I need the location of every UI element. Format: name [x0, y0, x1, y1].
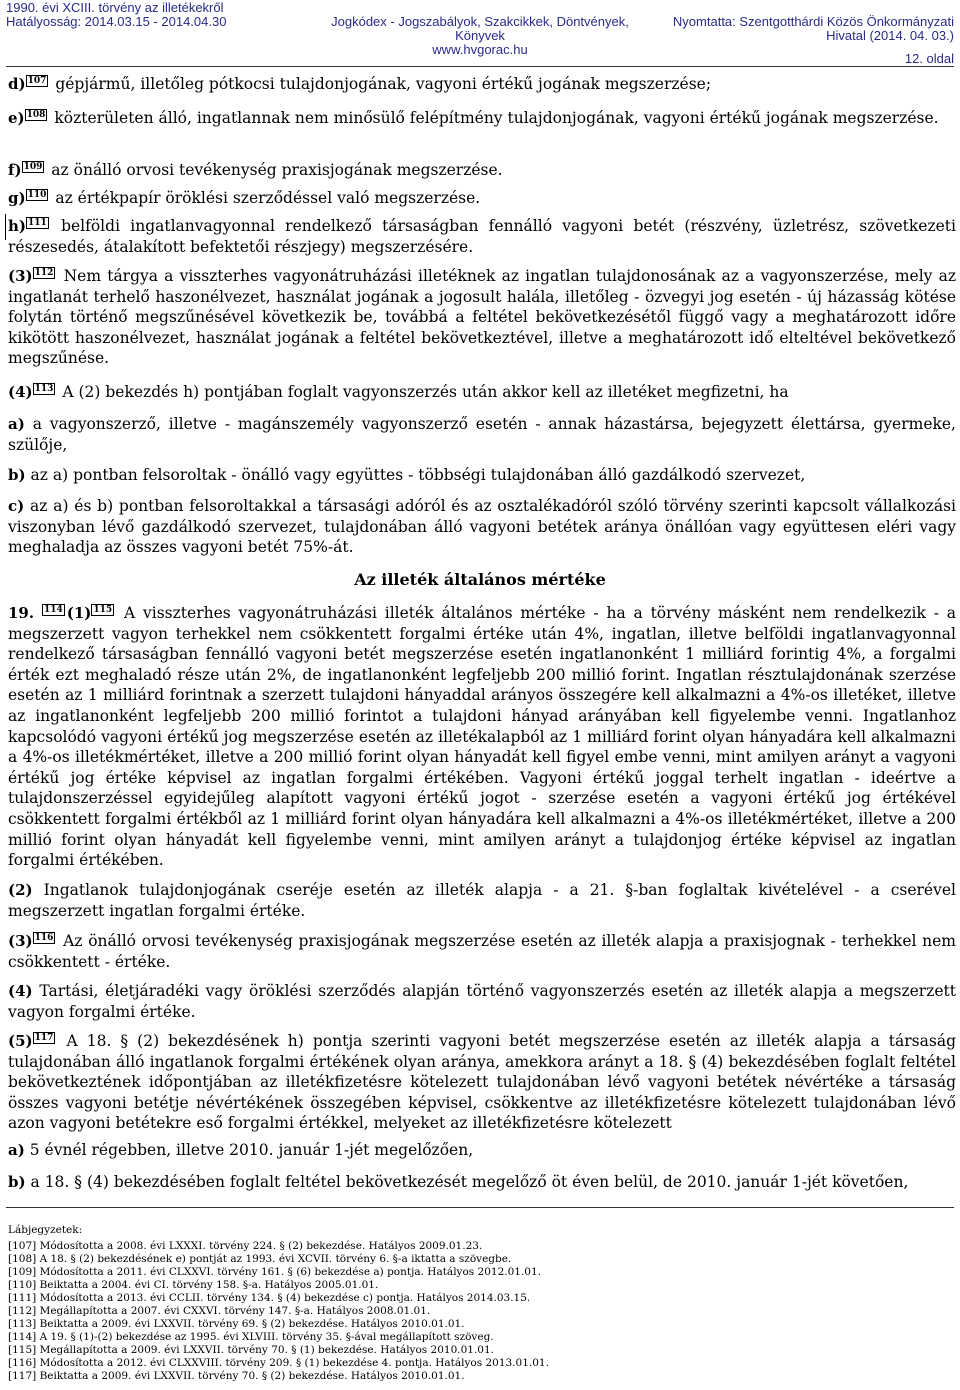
- paragraph-3-label: (3): [8, 267, 33, 285]
- section-19-5-point-b-label: b): [8, 1173, 26, 1191]
- section-19-5-point-b: [8, 1172, 956, 1193]
- paragraph-4-text: A (2) bekezdés h) pontjában foglalt vagyonszerzés után akkor kell az illetéket megfizetni, ha: [62, 383, 789, 401]
- footnote-113: [113] Beiktatta a 2009. évi LXXVII. törvény 69. § (2) bekezdése. Hatályos 2010.01.01.: [8, 1318, 465, 1330]
- paragraph-4: [8, 382, 956, 403]
- section-19-paragraph-4-label: (4): [8, 982, 33, 1000]
- footnote-111: [111] Módosította a 2013. évi CCLII. törvény 134. § (4) bekezdése c) pontja. Hatályos 2014.03.15.: [8, 1292, 531, 1304]
- section-19-paragraph-5-text: A 18. § (2) bekezdésének h) pontja szerinti vagyoni betét megszerzése esetén az illeték alapja a társaság tulajdonában álló ingatlanok forgalmi értékének olyan aránya, amekkora arányt a 18. § (4) bekezdésében foglalt feltétel bekövetkeztének időpontjában az illetékfizetésre kötelezett tulajdonában lévő vagyoni betétek névértéke a társaság összes vagyoni betétje névértékének összegében képvisel, csökkentve az illetékfizetésre kötelezett tulajdonában lévő azon vagyoni betétekre eső forgalmi értékkel, melyeket az illetékfizetésre kötelezett: [8, 1032, 956, 1133]
- section-19-5-point-a: [8, 1140, 956, 1161]
- header-printed-by-line-2: Hivatal (2014. 04. 03.): [826, 28, 954, 43]
- footnote-ref-111[interactable]: 111: [28, 217, 47, 228]
- footnote-115: [115] Megállapította a 2009. évi LXXVII. törvény 70. § (1) bekezdése. Hatályos 2010.01.01.: [8, 1344, 494, 1356]
- footnote-ref-116[interactable]: 116: [34, 932, 54, 943]
- footnote-ref-110[interactable]: 110: [27, 189, 47, 200]
- item-d-text: gépjármű, illetőleg pótkocsi tulajdonjogának, vagyoni értékű jogának megszerzése;: [55, 75, 712, 93]
- footnote-ref-115[interactable]: 115: [93, 604, 113, 615]
- point-b-text: az a) pontban felsoroltak - önálló vagy együttes - többségi tulajdonában álló gazdálkodó szervezet,: [30, 466, 806, 484]
- footnote-ref-113[interactable]: 113: [34, 383, 54, 394]
- footnote-ref-117[interactable]: 117: [34, 1032, 54, 1043]
- header-source-line-1: Jogkódex - Jogszabályok, Szakcikkek, Döntvények,: [331, 14, 629, 29]
- footnotes-divider: [6, 1207, 954, 1208]
- header-divider: [6, 66, 954, 67]
- section-19-paragraph-4: [8, 981, 956, 1022]
- item-e-label: e): [8, 109, 25, 127]
- footnote-114: [114] A 19. § (1)-(2) bekezdése az 1995. évi XLVIII. törvény 35. §-ával megállapított szöveg.: [8, 1331, 494, 1343]
- footnote-ref-109[interactable]: 109: [23, 161, 43, 172]
- point-a-text: a vagyonszerző, illetve - magánszemély vagyonszerző esetén - annak házastársa, bejegyzett élettársa, gyermeke, szülője,: [8, 415, 956, 454]
- item-h: [8, 216, 956, 257]
- footnote-ref-107[interactable]: 107: [27, 75, 47, 86]
- footnote-107: [107] Módosította a 2008. évi LXXXI. törvény 224. § (2) bekezdése. Hatályos 2009.01.23.: [8, 1240, 483, 1252]
- header-source-link[interactable]: www.hvgorac.hu: [432, 42, 528, 57]
- section-19-paragraph-3: [8, 931, 956, 972]
- item-f-label: f): [8, 161, 22, 179]
- section-19-paragraph-3-text: Az önálló orvosi tevékenység praxisjogának megszerzése esetén az illeték alapja a praxisjognak - terhekkel nem csökkentett - értéke.: [8, 932, 956, 971]
- header-printed-by-line-1: Nyomtatta: Szentgotthárdi Közös Önkormányzati: [672, 14, 954, 29]
- paragraph-3-text: Nem tárgya a visszterhes vagyonátruházási illetéknek az ingatlan tulajdonosának az a vagyonszerzése, mely az ingatlanát terhelő haszonélvezet, használat jogának a jogosult halála, illetőleg - özvegyi jog esetén - új házasság kötése folytán történő megszűnésével következik be, továbbá a feltétel bekövetkezésétől függő vagy a meghatározott időre kikötött haszonélvezet, használat jogának a feltétel bekövetkeztével, illetve a meghatározott idő elteltével bekövetkező megszűnése.: [8, 267, 956, 368]
- section-19-paragraph-5: [8, 1031, 956, 1134]
- change-bar: [5, 214, 6, 240]
- footnote-108: [108] A 18. § (2) bekezdésének e) pontját az 1993. évi XCVII. törvény 6. §-a iktatta a szövegbe.: [8, 1253, 512, 1265]
- section-19-paragraph-2: [8, 880, 956, 921]
- section-19-number: 19.: [8, 604, 35, 622]
- footnote-ref-112[interactable]: 112: [34, 267, 54, 278]
- footnote-116: [116] Módosította a 2012. évi CLXXVIII. törvény 209. § (1) bekezdése 4. pontja. Hatályos 2013.01.01.: [8, 1357, 549, 1369]
- section-19-paragraph-1-text: A visszterhes vagyonátruházási illeték általános mértéke - ha a törvény másként nem rendelkezik - a megszerzett vagyon terhekkel nem csökkentett forgalmi értéke után 4%, ingatlan, illetve belföldi ingatlanvagyonnal rendelkező társaságban fennálló vagyoni betét megszerzése esetén ingatlanonként 1 milliárd forintig 4%, a forgalmi érték ezt meghaladó része után 2%, de ingatlanonként legfeljebb 200 millió forint. Ingatlan résztulajdonának szerzése esetén az 1 milliárd forintnak a szerzett tulajdoni hányaddal arányos összegére kell alkalmazni a 4%-os illetéket, illetve az ingatlanonként legfeljebb 200 millió forintot a tulajdoni hányad arányában kell figyelembe venni. Ingatlanhoz kapcsolódó vagyoni értékű jog megszerzése esetén az illetékalapból az 1 milliárd forint olyan hányadára kell alkalmazni a 4%-os illetékmértéket, illetve a 200 millió forint olyan hányadát kell figyel embe venni, mint amilyen arányt a vagyoni értékű jog értéke képvisel az ingatlan forgalmi értékében. Vagyoni értékű joggal terhelt ingatlan - ideértve a tulajdonszerzéssel egyidejűleg alapított vagyoni értékű jogot - szerzése esetén a vagyoni értékű jog értékével csökkentett forgalmi értékből az 1 milliárd forint olyan hányadára kell alkalmazni a 4%-os illetékmértéket, illetve a 200 millió forint olyan hányadát kell figyelembe venni, mint amilyen arányt a tulajdonjog értéke képvisel az ingatlan forgalmi értékében.: [8, 604, 956, 870]
- footnotes-title: Lábjegyzetek:: [8, 1224, 83, 1236]
- header-printed-by: [646, 15, 954, 43]
- footnote-117: [117] Beiktatta a 2009. évi LXXVII. törvény 70. § (2) bekezdése. Hatályos 2010.01.01.: [8, 1370, 465, 1382]
- point-c-label: c): [8, 497, 25, 515]
- section-19-paragraph-2-label: (2): [8, 881, 33, 899]
- section-19-paragraph-1: [8, 603, 956, 871]
- point-b: [8, 465, 956, 486]
- point-a-label: a): [8, 415, 25, 433]
- paragraph-4-label: (4): [8, 383, 33, 401]
- point-a: [8, 414, 956, 455]
- item-e-text: közterületen álló, ingatlannak nem minősülő felépítmény tulajdonjogának, vagyoni értékű jogának megszerzése.: [54, 109, 939, 127]
- header-validity: Hatályosság: 2014.03.15 - 2014.04.30: [6, 14, 227, 29]
- item-g-label: g): [8, 189, 26, 207]
- paragraph-3: [8, 266, 956, 369]
- footnote-109: [109] Módosította a 2011. évi CLXXVI. törvény 161. § (6) bekezdése a) pontja. Hatályos 2012.01.01.: [8, 1266, 541, 1278]
- point-b-label: b): [8, 466, 26, 484]
- footnote-112: [112] Megállapította a 2007. évi CXXVI. törvény 147. §-a. Hatályos 2008.01.01.: [8, 1305, 431, 1317]
- page-number: 12. oldal: [904, 51, 954, 66]
- header-source: [330, 15, 630, 57]
- section-19-paragraph-2-text: Ingatlanok tulajdonjogának cseréje esetén az illeték alapja - a 21. §-ban foglaltak kivételével - a cserével megszerzett ingatlan forgalmi értéke.: [8, 881, 956, 920]
- item-h-label: h): [8, 217, 27, 235]
- header-law-title: 1990. évi XCIII. törvény az illetékekről: [6, 0, 224, 15]
- section-19-paragraph-4-text: Tartási, életjáradéki vagy öröklési szerződés alapján történő vagyonszerzés esetén az illeték alapja a megszerzett vagyon forgalmi értéke.: [8, 982, 956, 1021]
- item-e: [8, 108, 956, 129]
- item-d-label: d): [8, 75, 26, 93]
- section-19-paragraph-5-label: (5): [8, 1032, 33, 1050]
- header-source-line-2: Könyvek: [455, 28, 505, 43]
- section-19-5-point-a-label: a): [8, 1141, 25, 1159]
- section-19-5-point-a-text: 5 évnél régebben, illetve 2010. január 1-jét megelőzően,: [29, 1141, 474, 1159]
- section-19-paragraph-1-label: (1): [66, 604, 92, 622]
- section-19-paragraph-3-label: (3): [8, 932, 33, 950]
- point-c: [8, 496, 956, 558]
- point-c-text: az a) és b) pontban felsoroltakkal a társasági adóról és az osztalékadóról szóló törvény szerinti kapcsolt vállalkozási viszonyban lévő gazdálkodó szervezet, tulajdonában álló vagyoni betétek aránya önállóan vagy együttesen eléri vagy meghaladja az összes vagyoni betét 75%-át.: [8, 497, 956, 557]
- section-heading: Az illeték általános mértéke: [354, 570, 606, 589]
- item-g: [8, 188, 956, 209]
- footnote-ref-114[interactable]: 114: [43, 604, 63, 615]
- section-19-5-point-b-text: a 18. § (4) bekezdésében foglalt feltétel bekövetkezését megelőző öt éven belül, de 2010. január 1-jét követően,: [30, 1173, 909, 1191]
- item-h-text: belföldi ingatlanvagyonnal rendelkező társaságban fennálló vagyoni betét (részvény, üzletrész, szövetkezeti részesedés, átalakított befektetői részjegy) megszerzésére.: [8, 217, 956, 256]
- item-f: [8, 160, 956, 181]
- item-f-text: az önálló orvosi tevékenység praxisjogának megszerzése.: [51, 161, 503, 179]
- footnote-110: [110] Beiktatta a 2004. évi CI. törvény 158. §-a. Hatályos 2005.01.01.: [8, 1279, 379, 1291]
- item-d: [8, 74, 956, 95]
- item-g-text: az értékpapír öröklési szerződéssel való megszerzése.: [55, 189, 481, 207]
- footnote-ref-108[interactable]: 108: [26, 109, 46, 120]
